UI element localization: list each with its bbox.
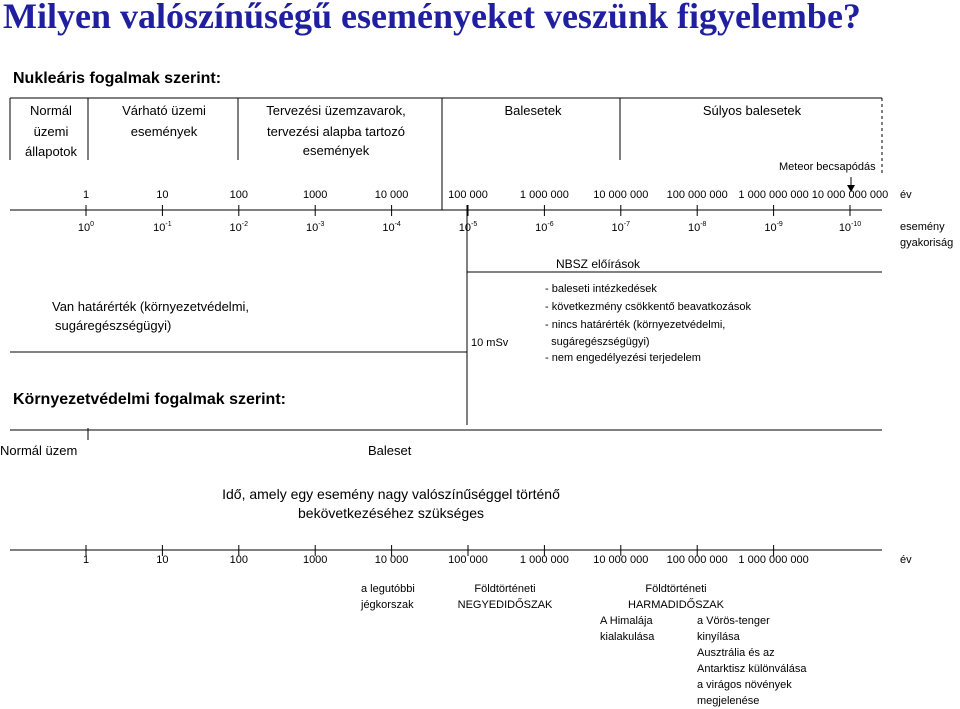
- right-list-item: - baleseti intézkedések: [545, 283, 657, 295]
- frequency-tick-label: $10^0$: [77, 221, 95, 234]
- year-tick-label: 100: [229, 554, 248, 566]
- year-tick-label: 100 000: [448, 554, 488, 566]
- nbsz-label: NBSZ előírások: [556, 257, 641, 271]
- category-accidents: Balesetek: [504, 103, 562, 118]
- right-list-item: sugáregészségügyi): [545, 336, 650, 348]
- tertiary-line2: HARMADIDŐSZAK: [628, 599, 724, 611]
- frequency-tick-label: $10^{-8}$: [687, 221, 707, 234]
- year-tick-label: 1 000 000: [519, 554, 569, 566]
- frequency-unit-line2: gyakoriság: [900, 237, 954, 249]
- frequency-exponent: -4: [394, 221, 401, 228]
- year-tick-label: 1000: [302, 554, 328, 566]
- frequency-exponent: -8: [700, 221, 707, 228]
- frequency-tick-label: $10^{-10}$: [838, 221, 862, 234]
- environmental-heading: Környezetvédelmi fogalmak szerint:: [13, 391, 286, 408]
- frequency-tick-label: $10^{-2}$: [229, 221, 249, 234]
- normal-operation-label: Normál üzem: [0, 443, 78, 458]
- tertiary-event: megjelenése: [697, 695, 760, 707]
- year-tick-label: 10 000 000 000: [811, 189, 889, 201]
- frequency-exponent: -2: [241, 221, 249, 228]
- frequency-exponent: -6: [547, 221, 554, 228]
- frequency-tick-label: $10^{-1}$: [153, 221, 172, 234]
- frequency-exponent: -1: [165, 221, 172, 228]
- year-unit-1: év: [900, 189, 912, 201]
- frequency-tick-label: $10^{-3}$: [305, 221, 325, 234]
- category-design-line2: tervezési alapba tartozó: [266, 124, 406, 139]
- year-tick-label: 1 000 000 000: [738, 189, 809, 201]
- frequency-exponent: -7: [623, 221, 631, 228]
- year-tick-label: 100 000 000: [666, 554, 728, 566]
- right-list-item: - következmény csökkentő beavatkozások: [545, 301, 752, 313]
- frequency-tick-label: $10^{-5}$: [458, 221, 478, 234]
- accident-label: Baleset: [368, 443, 412, 458]
- category-normal-line1: Normál: [30, 103, 72, 118]
- time-note-line2: bekövetkezéséhez szükséges: [298, 505, 484, 521]
- tertiary-event: Antarktisz különválása: [697, 663, 807, 675]
- year-tick-label: 1 000 000: [519, 189, 569, 201]
- year-tick-label: 100 000: [448, 189, 488, 201]
- himalaya-line1: A Himalája: [600, 615, 653, 627]
- tertiary-event: a Vörös-tenger: [697, 615, 770, 627]
- left-note-line2: sugáregészségügyi): [55, 318, 172, 333]
- frequency-exponent: -5: [471, 221, 478, 228]
- frequency-exponent: -10: [851, 221, 862, 228]
- category-expected-line2: események: [130, 124, 198, 139]
- tertiary-event: Ausztrália és az: [697, 647, 775, 659]
- frequency-tick-label: $10^{-7}$: [611, 221, 631, 234]
- frequency-tick-label: $10^{-4}$: [382, 221, 401, 234]
- year-tick-label: 10: [156, 189, 169, 201]
- tertiary-line1: Földtörténeti: [645, 583, 707, 595]
- right-list-item: - nincs határérték (környezetvédelmi,: [545, 319, 726, 331]
- category-design-line1: Tervezési üzemzavarok,: [266, 103, 406, 118]
- right-list-item: - nem engedélyezési terjedelem: [545, 352, 701, 364]
- tertiary-event: kinyílása: [697, 631, 740, 643]
- frequency-exponent: -9: [776, 221, 783, 228]
- year-tick-label: 10 000: [374, 189, 409, 201]
- year-tick-label: 10 000 000: [593, 189, 649, 201]
- nuclear-heading: Nukleáris fogalmak szerint:: [13, 70, 222, 87]
- dose-label: 10 mSv: [471, 337, 509, 349]
- year-tick-label: 100 000 000: [666, 189, 728, 201]
- category-severe-accidents: Súlyos balesetek: [702, 103, 802, 118]
- ice-age-line1: a legutóbbi: [361, 583, 415, 595]
- frequency-unit-line1: esemény: [900, 221, 945, 233]
- category-design-line3: események: [302, 143, 370, 158]
- left-note-line1: Van határérték (környezetvédelmi,: [52, 299, 250, 314]
- frequency-exponent: 0: [90, 221, 95, 228]
- year-tick-label: 10 000: [374, 554, 409, 566]
- year-unit-2: év: [900, 554, 912, 566]
- year-tick-label: 1 000 000 000: [738, 554, 809, 566]
- year-tick-label: 10 000 000: [593, 554, 649, 566]
- year-tick-label: 1000: [302, 189, 328, 201]
- frequency-tick-label: $10^{-6}$: [535, 221, 554, 234]
- quaternary-line1: Földtörténeti: [474, 583, 536, 595]
- frequency-exponent: -3: [318, 221, 325, 228]
- year-tick-label: 1: [82, 554, 90, 566]
- tertiary-event: a virágos növények: [697, 679, 792, 691]
- himalaya-line2: kialakulása: [600, 631, 655, 643]
- time-note-line1: Idő, amely egy esemény nagy valószínűséggel történő: [222, 486, 560, 502]
- year-tick-label: 100: [229, 189, 248, 201]
- frequency-tick-label: $10^{-9}$: [764, 221, 783, 234]
- ice-age-line2: jégkorszak: [361, 599, 414, 611]
- category-normal-line2: üzemi: [33, 124, 69, 139]
- meteor-label: Meteor becsapódás: [779, 161, 876, 173]
- category-normal-line3: állapotok: [24, 144, 78, 159]
- category-expected-line1: Várható üzemi: [122, 103, 206, 118]
- quaternary-line2: NEGYEDIDŐSZAK: [457, 599, 553, 611]
- year-tick-label: 10: [156, 554, 169, 566]
- page-title: Milyen valószínűségű eseményeket veszünk figyelembe?: [3, 0, 861, 36]
- year-tick-label: 1: [82, 189, 90, 201]
